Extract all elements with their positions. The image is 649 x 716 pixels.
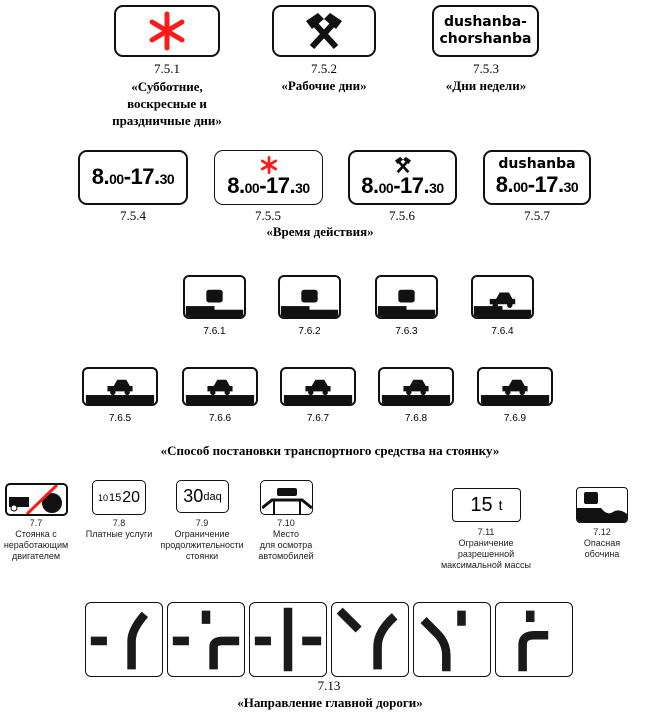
time-text: 8.00-17.30 (91, 163, 175, 189)
sign-number: 7.6.6 (208, 413, 232, 424)
hammers-icon (304, 11, 344, 51)
car-engine-off-icon (7, 485, 66, 514)
sign-label-line: для осмотра (259, 540, 313, 550)
sign-label-line: продолжительности (160, 540, 244, 550)
sign-7-7 (5, 483, 68, 516)
sign-7-6-8 (378, 367, 454, 406)
main-road-direction-icon (496, 603, 572, 676)
sign-number: 7.5.1 (154, 61, 180, 76)
sign-number: 7.12 (593, 527, 611, 537)
sign-7-13-variant (331, 602, 409, 677)
sign-number: 7.5.2 (311, 61, 337, 76)
sign-number: 7.8 (112, 518, 126, 528)
sign-text: dushanba- (444, 14, 527, 30)
sign-7-5-5 (214, 150, 323, 205)
sign-label-7-10 (231, 518, 341, 562)
sign-7-12 (576, 487, 628, 523)
sign-7-13-variant (249, 602, 327, 677)
sign-label-line: автомобилей (258, 551, 314, 561)
caption-7-6: «Способ постановки транспортного средства на стоянку» (160, 443, 500, 458)
mass-value: 15 (470, 493, 493, 516)
caption-line: праздничные дни» (112, 113, 222, 128)
caption-line: «Субботние, (131, 79, 203, 94)
inspection-ramp-icon (262, 482, 312, 514)
sign-label-line: неработающим (3, 540, 69, 550)
sign-label-line: Опасная (583, 538, 621, 548)
time-text: 8.00-17.30 (227, 172, 310, 198)
sign-number: 7.6.3 (395, 326, 418, 337)
main-road-direction-icon (332, 603, 408, 676)
caption-7-5-1 (97, 78, 237, 129)
caption-time: «Время действия» (266, 224, 374, 239)
main-road-direction-icon (168, 603, 244, 676)
parking-method-icon (377, 277, 436, 317)
sign-7-5-2 (272, 5, 376, 57)
duration-unit: daq (203, 490, 222, 503)
sign-7-5-6 (348, 150, 457, 205)
parking-method-icon (184, 369, 256, 404)
sign-7-13-variant (495, 602, 573, 677)
parking-method-icon (479, 369, 551, 404)
day-text: dushanba (498, 156, 576, 172)
sign-number: 7.5.6 (389, 208, 415, 223)
main-road-direction-icon (250, 603, 326, 676)
price-value: 20 (122, 488, 141, 506)
sign-7-5-1 (114, 5, 220, 57)
sign-label-line: максимальной массы (440, 560, 532, 570)
sign-number: 7.5.4 (120, 208, 146, 223)
time-text: 8.00-17.30 (495, 172, 579, 197)
main-road-direction-icon (414, 603, 490, 676)
sign-number: 7.5.3 (473, 61, 499, 76)
sign-7-6-2 (278, 275, 341, 319)
sign-7-11 (452, 488, 521, 522)
parking-method-icon (380, 369, 452, 404)
time-text: 8.00-17.30 (361, 172, 444, 198)
sign-number: 7.6.1 (203, 326, 226, 337)
parking-method-icon (282, 369, 354, 404)
sign-label-line: Место (272, 529, 300, 539)
sign-number: 7.13 (317, 678, 341, 693)
sign-7-6-6 (182, 367, 258, 406)
caption-7-5-3: «Дни недели» (445, 78, 527, 93)
sign-7-5-7 (483, 150, 591, 205)
sign-7-6-9 (477, 367, 553, 406)
sign-number: 7.5.5 (255, 208, 281, 223)
mass-unit: t (498, 497, 503, 513)
sign-number: 7.6.4 (491, 326, 514, 337)
parking-method-icon (84, 369, 156, 404)
sign-label-line: Ограничение (458, 538, 514, 548)
price-value: 10 (97, 492, 108, 503)
sign-7-10 (260, 480, 313, 515)
hammers-icon (394, 156, 412, 174)
parking-method-icon (473, 277, 532, 317)
caption-line: воскресные и (127, 96, 207, 111)
dangerous-shoulder-icon (577, 488, 627, 522)
caption-7-5-2: «Рабочие дни» (281, 78, 367, 93)
sign-7-6-1 (183, 275, 246, 319)
sign-number: 7.6.9 (503, 413, 527, 424)
sign-number: 7.7 (29, 518, 43, 528)
sign-number: 7.11 (477, 527, 495, 537)
sign-7-9 (176, 480, 229, 513)
sign-7-5-3 (432, 5, 539, 57)
sign-label-line: обочина (584, 549, 620, 559)
sign-number: 7.9 (195, 518, 209, 528)
sign-7-5-4 (78, 150, 188, 205)
sign-label-line: Платные услуги (85, 529, 153, 539)
sign-number: 7.10 (277, 518, 295, 528)
sign-label-line: стоянки (185, 551, 219, 561)
sign-label-7-12 (547, 527, 649, 560)
sign-label-line: разрешенной (457, 549, 515, 559)
red-asterisk-icon (147, 11, 187, 51)
parking-method-icon (185, 277, 244, 317)
sign-7-6-3 (375, 275, 438, 319)
sign-7-6-7 (280, 367, 356, 406)
sign-number: 7.5.7 (524, 208, 550, 223)
duration-value: 30 (183, 486, 204, 506)
sign-number: 7.6.8 (404, 413, 428, 424)
sign-7-13-variant (85, 602, 163, 677)
price-value: 15 (108, 491, 122, 504)
sign-7-13-variant (167, 602, 245, 677)
sign-text: chorshanba (439, 31, 532, 47)
sign-number: 7.6.7 (306, 413, 330, 424)
red-asterisk-icon (260, 156, 278, 174)
caption-7-13: «Направление главной дороги» (237, 695, 423, 710)
sign-7-13-variant (413, 602, 491, 677)
sign-7-6-5 (82, 367, 158, 406)
sign-label-line: Стоянка с (15, 529, 57, 539)
parking-method-icon (280, 277, 339, 317)
sign-label-7-11 (431, 527, 541, 571)
sign-number: 7.6.2 (298, 326, 321, 337)
sign-number: 7.6.5 (108, 413, 132, 424)
sign-label-line: Ограничение (174, 529, 230, 539)
sign-7-6-4 (471, 275, 534, 319)
main-road-direction-icon (86, 603, 162, 676)
sign-label-line: двигателем (11, 551, 61, 561)
sign-7-8 (92, 480, 146, 515)
